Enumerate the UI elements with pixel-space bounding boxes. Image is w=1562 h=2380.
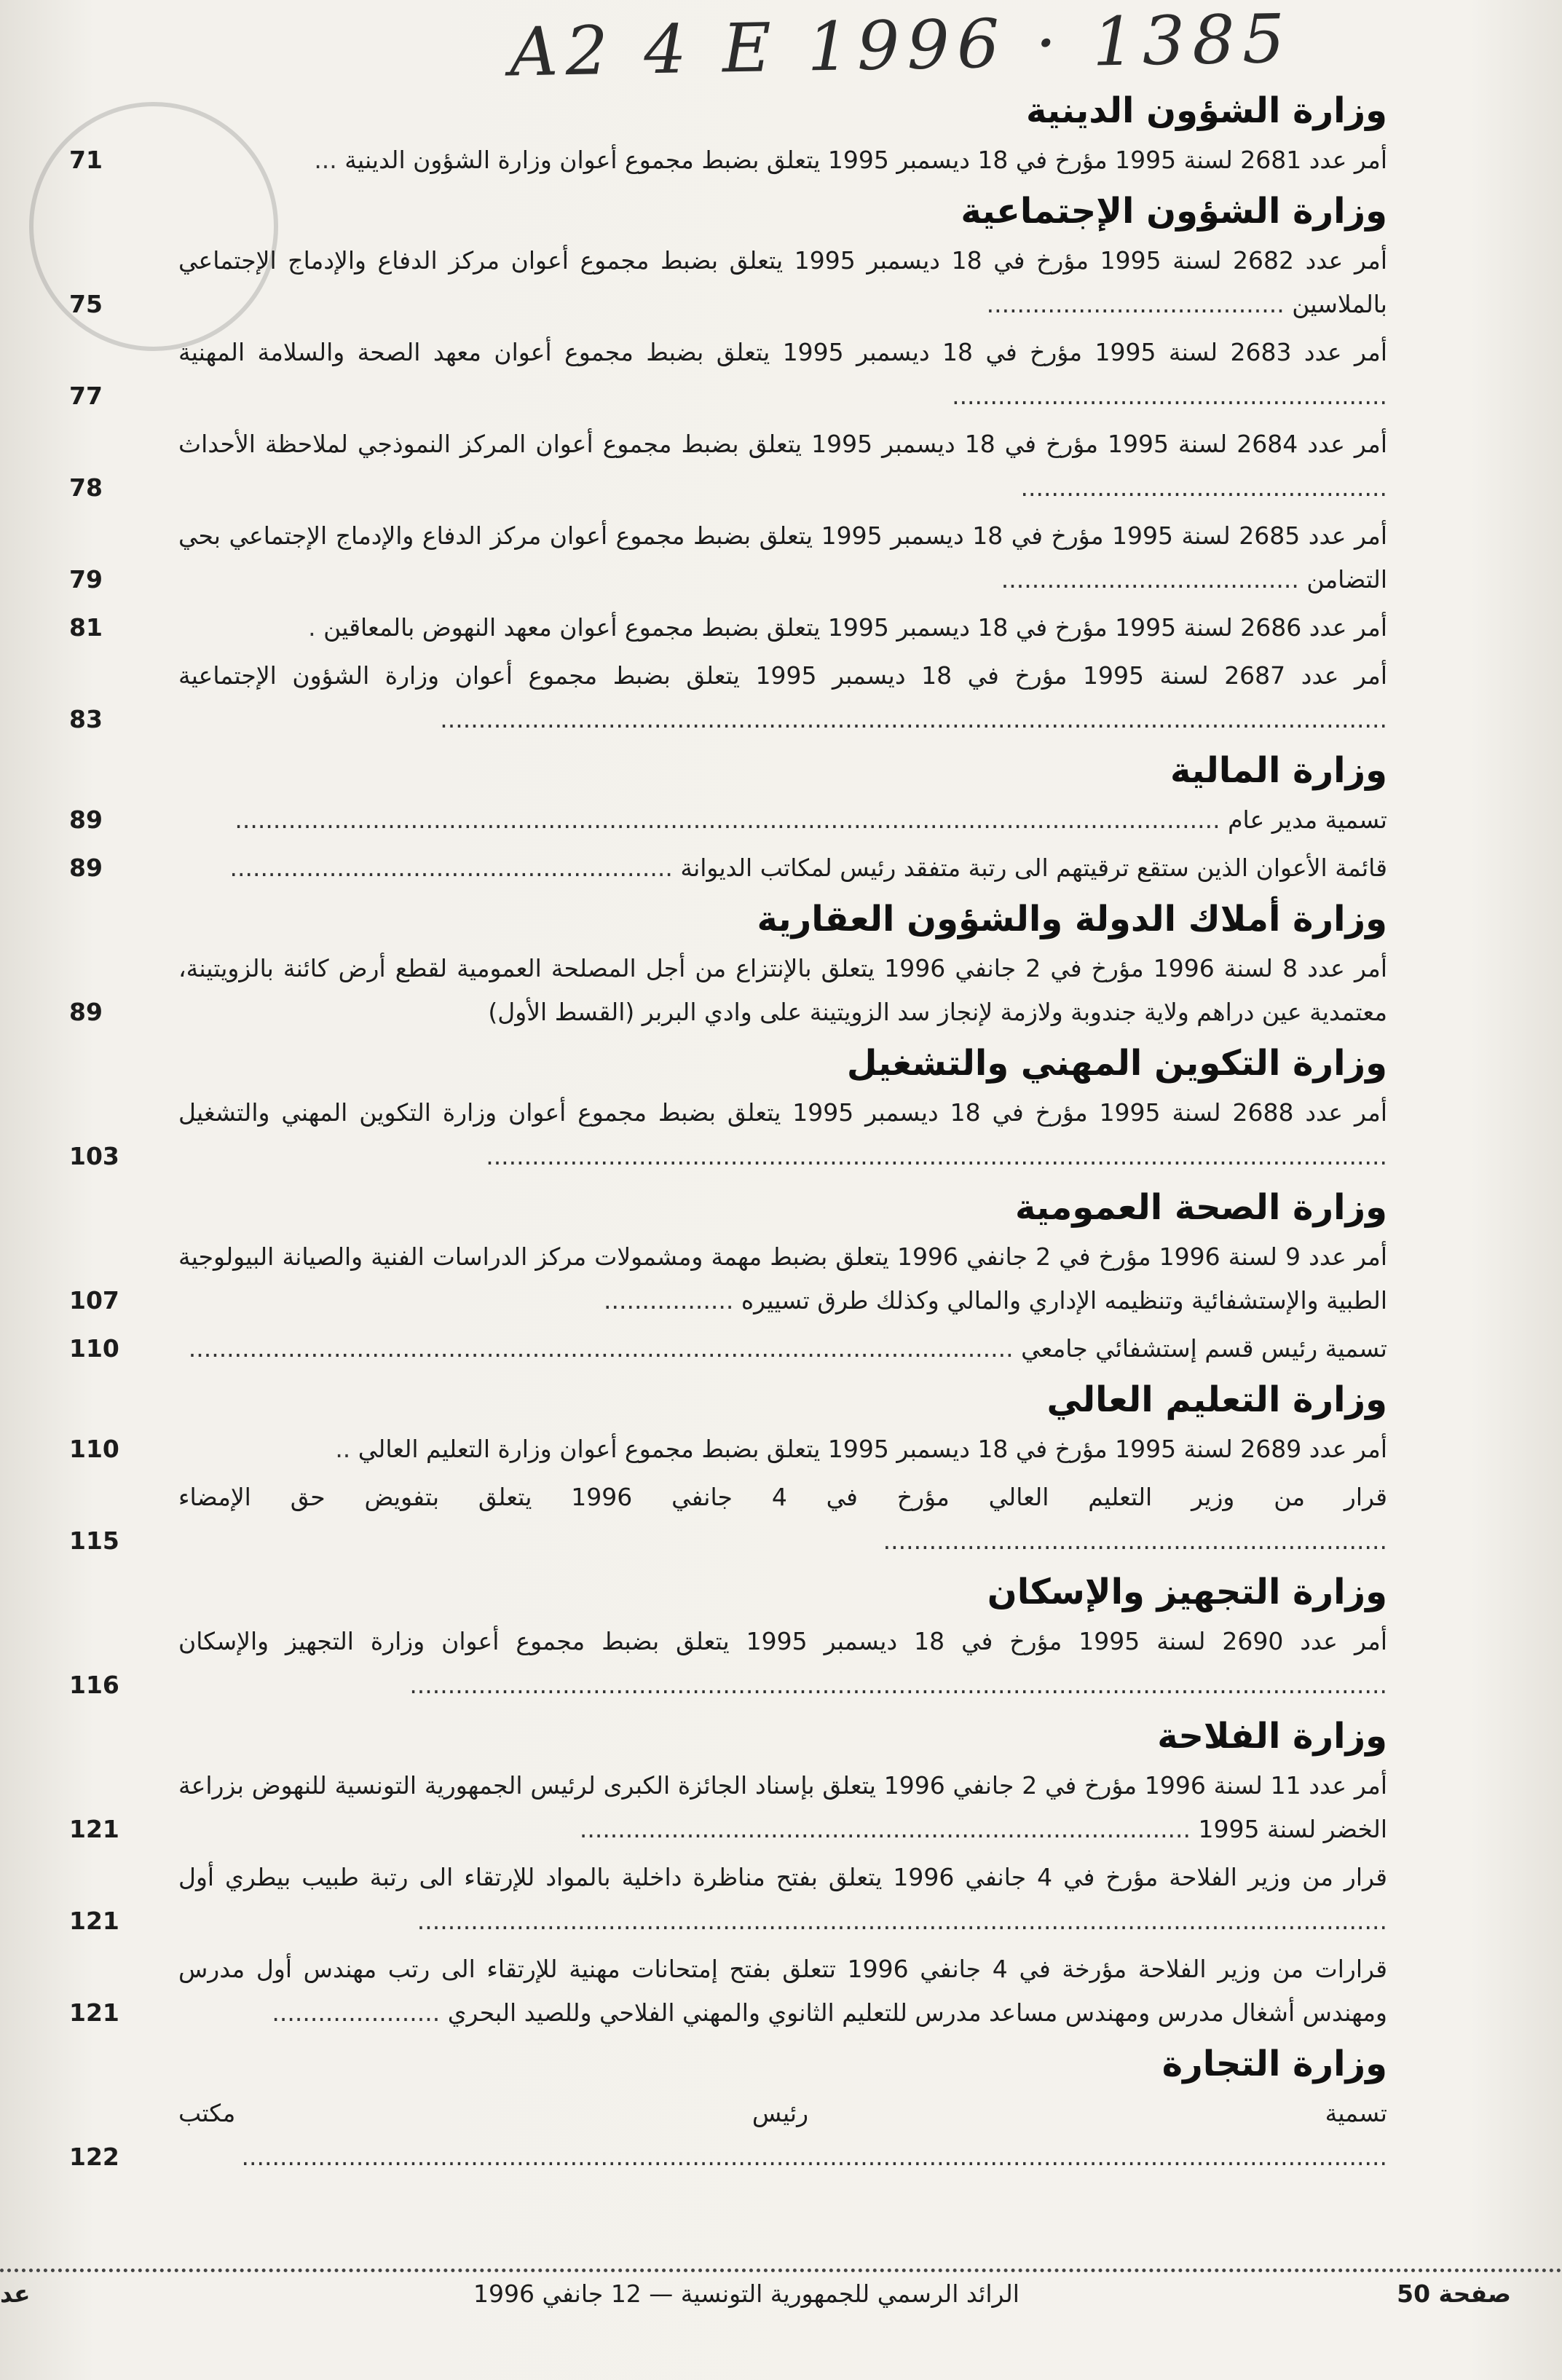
page-number: 103 [69,1142,119,1170]
section-title: وزارة التكوين المهني والتشغيل [846,1043,1387,1084]
section-title: وزارة التجهيز والإسكان [987,1572,1387,1612]
entry-text: أمر عدد 2683 لسنة 1995 مؤرخ في 18 ديسمبر 1995 يتعلق بضبط مجموع أعوان معهد الصحة والسلامة المهنية [178,338,1388,366]
page-number: 71 [69,146,103,174]
journal-title: الرائد الرسمي للجمهورية التونسية — 12 جانفي 1996 [473,2279,1019,2308]
toc-entry: تسمية مدير عام ................................................................................................................................. 89 [69,798,1387,842]
toc-entry: قرار من وزير الفلاحة مؤرخ في 4 جانفي 1996 يتعلق بفتح مناظرة داخلية بالمواد للإرتقاء الى رتبة طبيب بيطري أول ............................................................................................................................... 121 [69,1856,1387,1943]
toc-entry: أمر عدد 9 لسنة 1996 مؤرخ في 2 جانفي 1996 يتعلق بضبط مهمة ومشمولات مركز الدراسات الفنية والصيانة البيولوجية الطبية والإستشفائية وتنظيمه الإداري والمالي وكذلك طرق تسييره ................. 107 [69,1235,1387,1323]
handwritten-annotation: A2 4 E 1996 · 1385 [509,0,1293,92]
section-title: وزارة المالية [1169,750,1387,791]
table-of-contents [69,86,1387,2183]
entry-text: تسمية مدير عام [1228,805,1387,834]
toc-entry: أمر عدد 2684 لسنة 1995 مؤرخ في 18 ديسمبر 1995 يتعلق بضبط مجموع أعوان المركز النموذجي لملاحظة الأحداث ................................................ 78 [69,422,1387,510]
section-agriculture [69,1711,1387,2035]
entry-text: أمر عدد 2689 لسنة 1995 مؤرخ في 18 ديسمبر 1995 يتعلق بضبط مجموع أعوان وزارة التعليم العالي [358,1435,1387,1463]
section-religious-affairs [69,86,1387,182]
section-public-health [69,1183,1387,1371]
page-number: 78 [69,473,103,502]
section-vocational-training [69,1039,1387,1178]
section-commerce [69,2039,1387,2179]
toc-entry: أمر عدد 2688 لسنة 1995 مؤرخ في 18 ديسمبر 1995 يتعلق بضبط مجموع أعوان وزارة التكوين المهني والتشغيل ...................................................................................................................... 103 [69,1091,1387,1178]
page-number: 110 [69,1334,119,1363]
toc-entry [69,947,1387,1034]
page-number: 121 [69,1998,119,2027]
page-number: 89 [69,998,103,1026]
entry-text: قائمة الأعوان الذين ستقع ترقيتهم الى رتبة متفقد رئيس لمكاتب الديوانة [680,854,1387,882]
section-title: وزارة الفلاحة [1157,1716,1387,1757]
entry-text: قرار من وزير التعليم العالي مؤرخ في 4 جانفي 1996 يتعلق بتفويض حق الإمضاء [178,1483,1387,1511]
toc-entry: قائمة الأعوان الذين ستقع ترقيتهم الى رتبة متفقد رئيس لمكاتب الديوانة .......................................................... 89 [69,846,1387,890]
page-number: 116 [69,1671,119,1699]
entry-text: أمر عدد 2681 لسنة 1995 مؤرخ في 18 ديسمبر 1995 يتعلق بضبط مجموع أعوان وزارة الشؤون الدينية [344,146,1387,174]
toc-entry: أمر عدد 2686 لسنة 1995 مؤرخ في 18 ديسمبر 1995 يتعلق بضبط مجموع أعوان معهد النهوض بالمعاقين . 81 [69,606,1387,650]
toc-entry: أمر عدد 11 لسنة 1996 مؤرخ في 2 جانفي 1996 يتعلق بإسناد الجائزة الكبرى لرئيس الجمهورية التونسية للنهوض بزراعة الخضر لسنة 1995 ................................................................................ 121 [69,1764,1387,1851]
entry-text: أمر عدد 8 لسنة 1996 مؤرخ في 2 جانفي 1996 يتعلق بالإنتزاع من أجل المصلحة العمومية لقطع أرض كائنة بالزويتينة، معتمدية عين دراهم ولاية جندوبة ولازمة لإنجاز سد الزويتينة على وادي البربر (القسط الأول) [178,954,1387,1026]
entry-text: أمر عدد 2686 لسنة 1995 مؤرخ في 18 ديسمبر 1995 يتعلق بضبط مجموع أعوان معهد النهوض بالمعاقين [323,613,1387,642]
toc-entry: أمر عدد 2687 لسنة 1995 مؤرخ في 18 ديسمبر 1995 يتعلق بضبط مجموع أعوان وزارة الشؤون الإجتماعية ............................................................................................................................ 83 [69,654,1387,741]
section-title: وزارة التجارة [1161,2044,1387,2084]
edge-fragment: عد [0,2279,31,2308]
page-number: 115 [69,1526,119,1555]
entry-text: أمر عدد 9 لسنة 1996 مؤرخ في 2 جانفي 1996 يتعلق بضبط مهمة ومشمولات مركز الدراسات الفنية والصيانة البيولوجية الطبية والإستشفائية وتنظيمه الإداري والمالي وكذلك طرق تسييره [178,1242,1388,1315]
page-number: 89 [69,854,103,882]
page-number: 110 [69,1435,119,1463]
entry-text: أمر عدد 2688 لسنة 1995 مؤرخ في 18 ديسمبر 1995 يتعلق بضبط مجموع أعوان وزارة التكوين المهني والتشغيل [178,1098,1388,1127]
section-social-affairs [69,186,1387,741]
entry-text: تسمية رئيس مكتب [178,2099,1387,2127]
section-state-property [69,894,1387,1034]
section-higher-education [69,1375,1387,1563]
toc-entry: أمر عدد 2690 لسنة 1995 مؤرخ في 18 ديسمبر 1995 يتعلق بضبط مجموع أعوان وزارة التجهيز والإسكان ................................................................................................................................ 116 [69,1620,1387,1707]
toc-entry: قرارات من وزير الفلاحة مؤرخة في 4 جانفي 1996 تتعلق بفتح إمتحانات مهنية للإرتقاء الى رتب مهندس أول مدرس ومهندس أشغال مدرس ومهندس مساعد مدرس للتعليم الثانوي والمهني الفلاحي وللصيد البحري ...................... 121 [69,1947,1387,2035]
section-title: وزارة التعليم العالي [1046,1379,1387,1420]
entry-text: أمر عدد 2685 لسنة 1995 مؤرخ في 18 ديسمبر 1995 يتعلق بضبط مجموع أعوان مركز الدفاع والإدماج الإجتماعي بحي التضامن [178,521,1388,594]
page-number: 77 [69,382,103,410]
footer-divider [0,2269,1562,2272]
section-finance [69,746,1387,890]
page-number: 83 [69,705,103,733]
page-number: 121 [69,1815,119,1843]
toc-entry: أمر عدد 2683 لسنة 1995 مؤرخ في 18 ديسمبر 1995 يتعلق بضبط مجموع أعوان معهد الصحة والسلامة المهنية ......................................................... 77 [69,331,1387,418]
section-title: وزارة الشؤون الدينية [1025,90,1387,131]
page-number: 89 [69,805,103,834]
toc-entry: أمر عدد 2681 لسنة 1995 مؤرخ في 18 ديسمبر 1995 يتعلق بضبط مجموع أعوان وزارة الشؤون الدينية ... 71 [69,138,1387,182]
entry-text: أمر عدد 2682 لسنة 1995 مؤرخ في 18 ديسمبر 1995 يتعلق بضبط مجموع أعوان مركز الدفاع والإدماج الإجتماعي بالملاسين [178,246,1388,318]
toc-entry: أمر عدد 2689 لسنة 1995 مؤرخ في 18 ديسمبر 1995 يتعلق بضبط مجموع أعوان وزارة التعليم العالي .. 110 [69,1427,1387,1471]
toc-entry: أمر عدد 2682 لسنة 1995 مؤرخ في 18 ديسمبر 1995 يتعلق بضبط مجموع أعوان مركز الدفاع والإدماج الإجتماعي بالملاسين ....................................... 75 [69,239,1387,326]
page-number: 107 [69,1286,119,1315]
page-label: صفحة 50 [1397,2279,1511,2308]
toc-entry: قرار من وزير التعليم العالي مؤرخ في 4 جانفي 1996 يتعلق بتفويض حق الإمضاء .................................................................. 115 [69,1475,1387,1563]
page-number: 75 [69,290,103,318]
section-title: وزارة الشؤون الإجتماعية [961,191,1387,232]
entry-text: أمر عدد 2690 لسنة 1995 مؤرخ في 18 ديسمبر 1995 يتعلق بضبط مجموع أعوان وزارة التجهيز والإسكان [178,1627,1388,1655]
toc-entry: أمر عدد 2685 لسنة 1995 مؤرخ في 18 ديسمبر 1995 يتعلق بضبط مجموع أعوان مركز الدفاع والإدماج الإجتماعي بحي التضامن ....................................... 79 [69,514,1387,602]
entry-text: قرارات من وزير الفلاحة مؤرخة في 4 جانفي 1996 تتعلق بفتح إمتحانات مهنية للإرتقاء الى رتب مهندس أول مدرس ومهندس أشغال مدرس ومهندس مساعد مدرس للتعليم الثانوي والمهني الفلاحي وللصيد البحري [178,1955,1387,2027]
toc-entry: تسمية رئيس قسم إستشفائي جامعي ............................................................................................................ 110 [69,1327,1387,1371]
page-number: 79 [69,565,103,594]
page-footer [0,2279,1562,2338]
section-title: وزارة الصحة العمومية [1014,1187,1387,1228]
section-equipment-housing [69,1567,1387,1707]
entry-text: أمر عدد 2687 لسنة 1995 مؤرخ في 18 ديسمبر 1995 يتعلق بضبط مجموع أعوان وزارة الشؤون الإجتماعية [178,661,1388,690]
entry-text: أمر عدد 2684 لسنة 1995 مؤرخ في 18 ديسمبر 1995 يتعلق بضبط مجموع أعوان المركز النموذجي لملاحظة الأحداث [178,430,1387,458]
entry-text: قرار من وزير الفلاحة مؤرخ في 4 جانفي 1996 يتعلق بفتح مناظرة داخلية بالمواد للإرتقاء الى رتبة طبيب بيطري أول [178,1863,1387,1891]
entry-text: أمر عدد 11 لسنة 1996 مؤرخ في 2 جانفي 1996 يتعلق بإسناد الجائزة الكبرى لرئيس الجمهورية التونسية للنهوض بزراعة الخضر لسنة 1995 [178,1771,1387,1843]
section-title: وزارة أملاك الدولة والشؤون العقارية [757,899,1387,939]
toc-entry: تسمية رئيس مكتب ...................................................................................................................................................... 122 [69,2092,1387,2179]
page-number: 81 [69,613,103,642]
entry-text: تسمية رئيس قسم إستشفائي جامعي [1021,1334,1387,1363]
page-number: 121 [69,1907,119,1935]
page-number: 122 [69,2143,119,2171]
